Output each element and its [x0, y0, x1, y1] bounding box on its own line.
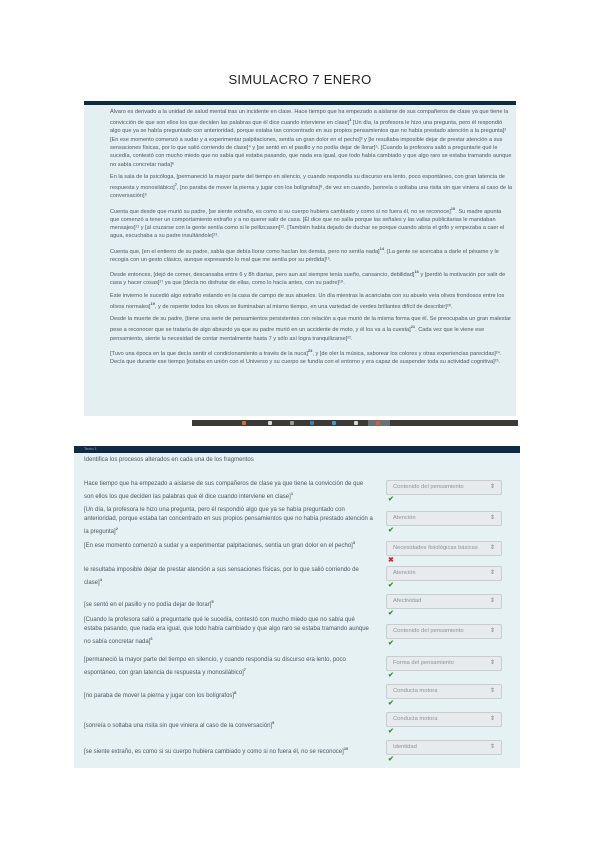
select-arrows-icon: ⇕ [489, 570, 495, 576]
answer-select[interactable]: Contenido del pensamiento ⇕ [386, 624, 502, 639]
correct-check-icon: ✔ [388, 496, 394, 503]
answer-select[interactable]: Atención ⇕ [386, 566, 502, 581]
answer-select[interactable]: Conducta motora ⇕ [386, 684, 502, 699]
app-icon[interactable] [290, 421, 294, 425]
select-arrows-icon: ⇕ [489, 598, 495, 604]
select-arrows-icon: ⇕ [489, 545, 495, 551]
correct-check-icon: ✔ [388, 527, 394, 534]
select-arrows-icon: ⇕ [489, 660, 495, 666]
case-text-panel [84, 101, 516, 416]
app-icon[interactable] [332, 421, 336, 425]
app-icon[interactable] [354, 421, 358, 425]
case-paragraph-4: Cuenta que, [en el entierro de su padre, sabía que debía llorar como hacían los demás, pero no sentía nada]$^{14}$. [La gente se acercaba a darle el pésame y le recogía con un gesto clásico, aunque expresando lo mal que me sentía por su pérdida]¹⁵. [110, 245, 499, 263]
taskbar-strip [192, 420, 518, 426]
document-title: SIMULACRO 7 ENERO [228, 72, 372, 87]
correct-check-icon: ✔ [388, 728, 394, 735]
question-text: [En ese momento comenzó a sudar y a experimentar palpitaciones, sentía un gran dolor en el pecho]$^3$ [84, 540, 356, 549]
case-paragraph-6: Este invierno le sucedió algo extraño estando en la casa de campo de sus abuelos. Un día mientras la acariciaba con su abuelo veía olivos frondosos entre los olivos normales]$^{19}$, y de repente todos los olivos se iluminaban al mismo tiempo, en una variedad de verdes brillantes difícil de describir]²⁰. [110, 292, 505, 310]
select-arrows-icon: ⇕ [489, 744, 495, 750]
correct-check-icon: ✔ [388, 700, 394, 707]
question-text: [Cuando la profesora salió a preguntarle qué le sucedía, contestó con mucho miedo que no sabía qué estaba pasando, que nada era igual, que todo había cambiado y que algo raro se estaba tramando aunque no sabía concretar nada]$^6$ [84, 617, 369, 645]
app-icon[interactable] [242, 421, 246, 425]
question-text: [sonreía o soltaba una risita sin que viniera al caso de la conversación]$^9$ [84, 720, 275, 729]
select-arrows-icon: ⇕ [489, 716, 495, 722]
question-text: Hace tiempo que ha empezado a aislarse de sus compañeros de clase ya que tiene la convicción de que son ellos los que deciden las palabras que él dice cuando interviene en clase]$^1$ [84, 481, 364, 500]
app-icon[interactable] [376, 421, 380, 425]
case-paragraph-3: Cuenta que desde que murió su padre, [se siente extraño, es como si su cuerpo hubiera cambiado y como si no fuera él, no se reconoce]$^{10}$. Su madre apunta que comenzó a tener un comportamiento extraño y a no querer salir de casa. [Él dice que no salía porque las señales y las vallas publicitarias le mandaban mensajes]¹¹ y [al cruzarse con la gente sentía como si le pellizcasen]¹². [También había dejado de duchar se porque cuando abría el grifo y empezaba a caer el agua, escuchaba a su padre insultándole]¹³. [110, 205, 505, 240]
answer-select[interactable]: Contenido del pensamiento ⇕ [386, 480, 502, 495]
case-paragraph-5: Desde entonces, [dejó de comer, descansaba entre 6 y 8h diarias, pero aun así siempre tenía sueño, cansancio, debilidad]$^{16}$ y [perdió la motivación por salir de casa y hacer cosas]¹⁷ ya que [decía no disfrutar de ellas, como lo hacía antes, con su padre]¹⁸. [110, 269, 506, 287]
app-icon[interactable] [268, 421, 272, 425]
case-paragraph-7: Desde la muerte de su padre, [tiene una serie de pensamientos persistentes con relación a que murió de la misma forma que él. Se preocupaba un gran malestar pese a reconocer que se trataría de algo absurdo ya que su padre murió en un accidente de moto, y él los va a la cuesta]$^{21}$. Cada vez que le viene ese pensamiento, siente la necesidad de contar mentalmente hasta 7 y sólo así logra tranquilizarse]²². [110, 316, 512, 342]
answer-select[interactable]: Atención ⇕ [386, 511, 502, 526]
quiz-header: Texto 1 [74, 446, 520, 453]
correct-check-icon: ✔ [388, 640, 394, 647]
correct-check-icon: ✔ [388, 672, 394, 679]
question-text: [se sentó en el pasillo y no podía dejar de llorar]$^5$ [84, 599, 214, 608]
quiz-panel [74, 446, 520, 768]
question-text: le resultaba imposible dejar de prestar atención a sus sensaciones físicas, por lo que salió corriendo de clase]$^4$ [84, 567, 359, 586]
correct-check-icon: ✔ [388, 756, 394, 763]
app-icon[interactable] [310, 421, 314, 425]
incorrect-x-icon: ✖ [388, 557, 394, 564]
correct-check-icon: ✔ [388, 610, 394, 617]
select-arrows-icon: ⇕ [489, 688, 495, 694]
question-text: [Un día, la profesora le hizo una pregunta, pero él respondió algo que ya se había preguntado con anterioridad, porque estaba tan concentrado en sus propios pensamientos que no había prestado atención a la pregunta]$^2$ [84, 507, 373, 535]
select-arrows-icon: ⇕ [489, 484, 495, 490]
select-arrows-icon: ⇕ [489, 515, 495, 521]
case-paragraph-8: [Tuvo una época en la que decía sentir el condicionamiento a través de la nuca]$^{23}$, y [de oler la música, saborear los colores y otras experiencias parecidas]²⁴. Decía que durante ese tiempo [estaba en unión con el Universo y su cuerpo se fundía con el entorno y era capaz de suspender toda su actividad cognitiva]²⁵. [110, 347, 502, 365]
correct-check-icon: ✔ [388, 582, 394, 589]
answer-select[interactable]: Forma del pensamiento ⇕ [386, 656, 502, 671]
case-paragraph-2: En la sala de la psicóloga, [permaneció la mayor parte del tiempo en silencio, y cuando respondía su discurso era lento, poco espontáneo, con gran latencia de respuesta y monosilábico]$^7$, [no paraba de mover la pierna y jugar con los bolígrafos]⁸, de vez en cuando, [sonreía o soltaba una risita sin que viniera al caso de la conversación]⁹ [110, 173, 513, 200]
quiz-instruction: Identifica los procesos alterados en cada una de los fragmentos [84, 457, 254, 463]
answer-select[interactable]: Conducta motora ⇕ [386, 712, 502, 727]
question-text: [permaneció la mayor parte del tiempo en silencio, y cuando respondía su discurso era lento, poco espontáneo, con gran latencia de respuesta y monosilábico]$^7$ [84, 657, 346, 676]
case-paragraph-1: Álvaro es derivado a la unidad de salud mental tras un incidente en clase. Hace tiempo que ha empezado a aislarse de sus compañeros de clase ya que tiene la convicción de que son ellos los que deciden las palabras que él dice cuando interviene en clase]$^1$ [Un día, la profesora le hizo una pregunta, pero él respondió algo que ya se había preguntado con anterioridad, porque estaba tan concentrado en sus propios pensamientos que no había prestado atención a la pregunta]² [En ese momento comenzó a sudar y a experimentar palpitaciones, sentía un gran dolor en el pecho]³ y [le resultaba imposible dejar de prestar atención a sus sensaciones físicas, por lo que salió corriendo de clase]⁴ y [se sentó en el pasillo y no podía dejar de llorar]⁵. [Cuando la profesora salió a preguntarle qué le sucedía, contestó con mucho miedo que no sabía qué estaba pasando, que nada era igual, que todo había cambiado y que algo raro se estaba tramando aunque no sabía concretar nada]⁶ [110, 109, 512, 168]
answer-select[interactable]: Necesidades fisiológicas básicas ⇕ [386, 541, 502, 556]
select-arrows-icon: ⇕ [489, 628, 495, 634]
question-text: [se siente extraño, es como si su cuerpo hubiera cambiado y como si no fuera él, no se reconoce]$^{10}$ [84, 746, 349, 755]
question-text: [no paraba de mover la pierna y jugar con los bolígrafos]$^8$ [84, 690, 237, 699]
answer-select[interactable]: Afectividad ⇕ [386, 594, 502, 609]
answer-select[interactable]: Identidad ⇕ [386, 740, 502, 755]
